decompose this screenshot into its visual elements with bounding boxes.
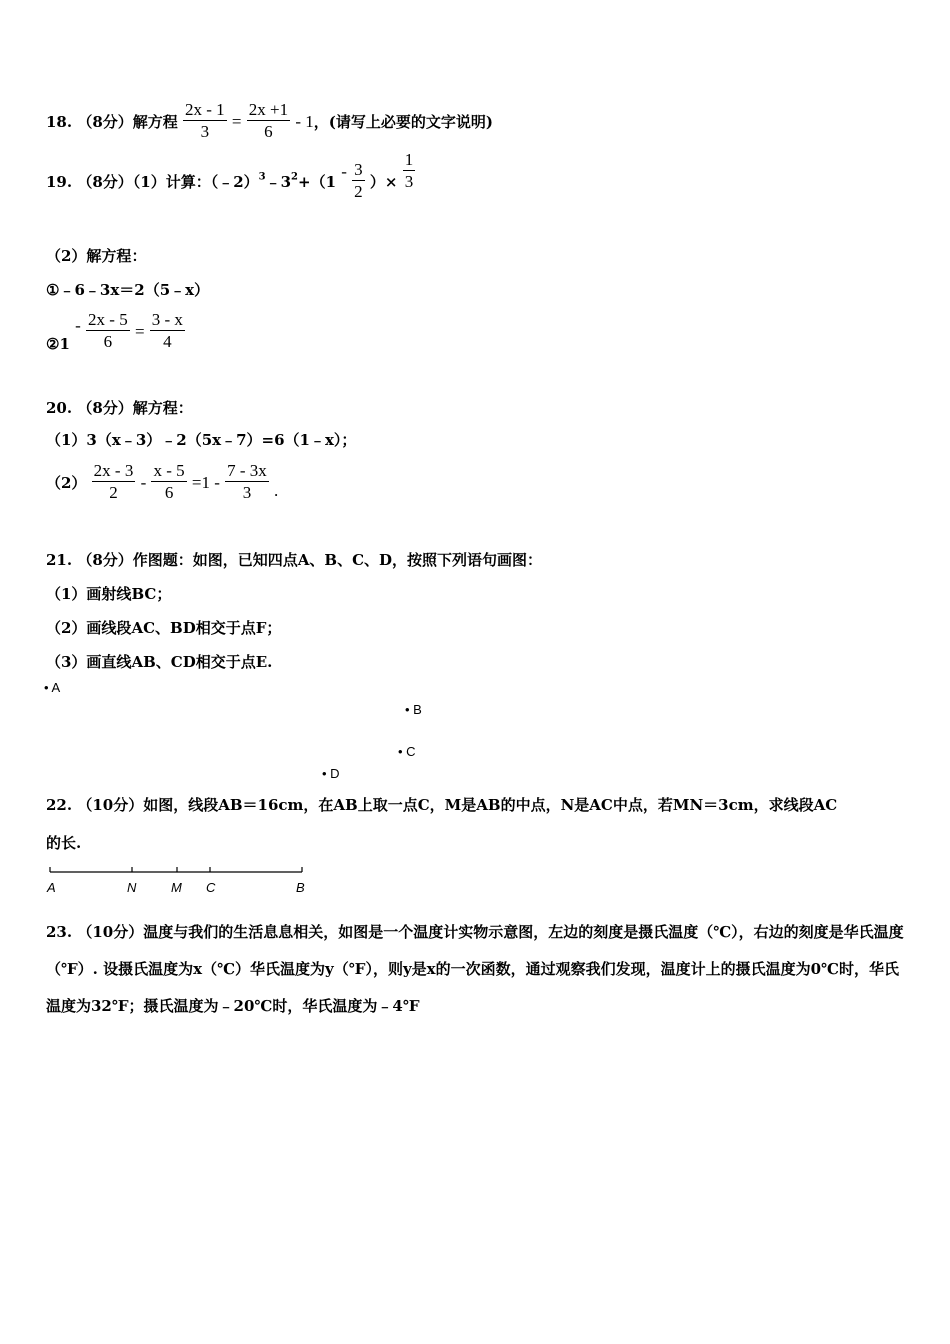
point-a: • A: [44, 680, 61, 695]
q20-part2: （2） $\frac{2x - 3}{2}$ - $\frac{x - 5}{6}$ =1 - $\frac{7 - 3x}{3}$ .: [46, 461, 279, 502]
q22-line-2: 的长.: [46, 834, 82, 852]
point-b: • B: [405, 702, 422, 717]
q21-step-3: （3）画直线AB、CD相交于点E.: [46, 653, 273, 671]
label-n: N: [127, 880, 137, 895]
q21-step-2: （2）画线段AC、BD相交于点F；: [46, 619, 282, 637]
q18-fraction-1: $\frac{2x - 1}{3}$: [185, 100, 225, 141]
question-22: 22. （10分）如图，线段AB＝16cm，在AB上取一点C，M是AB的中点，N是AC中点，若MN＝3cm，求线段AC: [46, 796, 838, 814]
q19-fraction-3-2: $\frac{3}{2}$: [354, 160, 363, 201]
question-23: 23. （10分）温度与我们的生活息息相关，如图是一个温度计实物示意图，左边的刻度是摄氏温度（℃），右边的刻度是华氏温度（℉）. 设摄氏温度为x（℃）华氏温度为y（℉），则y是x的一次函数，通过观察我们发现，温度计上的摄氏温度为0℃时，华氏温度为32℉；摄氏温度为﹣20℃时，华氏温度为﹣4℉: [46, 923, 904, 1015]
label-m: M: [171, 880, 182, 895]
q19-equation-1: ①﹣6﹣3x＝2（5﹣x）: [46, 281, 210, 299]
q18-head: 18. （8分）解方程: [46, 113, 178, 131]
question-20: 20. （8分）解方程：: [46, 399, 193, 417]
q19-equation-2: ②1 - $\frac{2x - 5}{6}$ = $\frac{3 - x}{4}$: [46, 310, 183, 353]
q19-part2-title: （2）解方程：: [46, 247, 147, 265]
point-d: • D: [322, 766, 340, 781]
point-c: • C: [398, 744, 416, 759]
question-19: 19. （8分）（1）计算：$(﹣2)^3﹣3^2+(1$ - $\frac{3}{2}$ ）× $\frac{1}{3}$: [46, 150, 414, 201]
q21-step-1: （1）画射线BC；: [46, 585, 172, 603]
label-b: B: [296, 880, 305, 895]
q19-fraction-1-3: $\frac{1}{3}$: [404, 150, 414, 191]
label-c: C: [206, 880, 216, 895]
question-18: 18. （8分）解方程 $\frac{2x - 1}{3}$ = $\frac{2x +1}{6}$ - 1，(请写上必要的文字说明): [46, 100, 493, 141]
segment-ab-diagram: [40, 862, 320, 898]
q20-part1: （1）3（x﹣3）﹣2（5x﹣7）=6（1﹣x）；: [46, 431, 357, 449]
label-a: A: [47, 880, 56, 895]
question-21: 21. （8分）作图题：如图，已知四点A、B、C、D，按照下列语句画图：: [46, 551, 543, 569]
q18-fraction-2: $\frac{2x +1}{6}$: [248, 100, 289, 141]
